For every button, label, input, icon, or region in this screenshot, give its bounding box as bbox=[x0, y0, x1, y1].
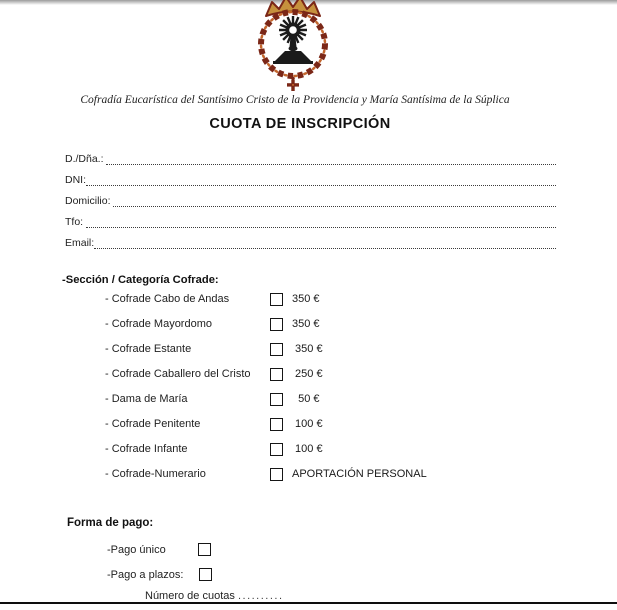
category-price: APORTACIÓN PERSONAL bbox=[292, 468, 427, 480]
checkbox-caballero-del-cristo[interactable] bbox=[270, 368, 283, 381]
form-field-dni bbox=[65, 173, 556, 187]
checkbox-penitente[interactable] bbox=[270, 418, 283, 431]
checkbox-estante[interactable] bbox=[270, 343, 283, 356]
dni-input-line[interactable] bbox=[86, 184, 556, 186]
email-input-line[interactable] bbox=[94, 247, 556, 249]
field-label-tfo: Tfo: bbox=[65, 216, 87, 228]
domicilio-input-line[interactable] bbox=[113, 205, 556, 207]
monstrance-icon bbox=[273, 16, 313, 64]
category-row bbox=[0, 367, 617, 383]
payment-heading: Forma de pago: bbox=[67, 517, 154, 529]
payment-option-row bbox=[0, 543, 617, 559]
category-label: - Cofrade Cabo de Andas bbox=[105, 293, 230, 305]
category-row bbox=[0, 342, 617, 358]
form-field-email bbox=[65, 236, 556, 250]
name-input-line[interactable] bbox=[106, 163, 556, 165]
installments-label: Número de cuotas bbox=[145, 590, 235, 602]
field-label-domicilio: Domicilio: bbox=[65, 195, 114, 207]
checkbox-pago-a-plazos[interactable] bbox=[199, 568, 212, 581]
installments-row bbox=[145, 590, 284, 602]
checkbox-infante[interactable] bbox=[270, 443, 283, 456]
payment-option-row bbox=[0, 568, 617, 584]
category-label: - Cofrade Caballero del Cristo bbox=[105, 368, 251, 380]
numero-de-cuotas-input-line[interactable]: .......... bbox=[237, 590, 284, 602]
checkbox-dama-de-maria[interactable] bbox=[270, 393, 283, 406]
category-price: 50 € bbox=[292, 393, 320, 405]
checkbox-cabo-de-andas[interactable] bbox=[270, 293, 283, 306]
category-price: 100 € bbox=[292, 443, 323, 455]
payment-option-label: -Pago a plazos: bbox=[107, 569, 184, 581]
category-row bbox=[0, 417, 617, 433]
page-bottom-border bbox=[0, 602, 617, 604]
category-price: 250 € bbox=[292, 368, 323, 380]
category-label: - Cofrade Penitente bbox=[105, 418, 201, 430]
form-field-domicilio bbox=[65, 194, 556, 208]
field-label-name: D./Dña.: bbox=[65, 153, 107, 165]
checkbox-pago-unico[interactable] bbox=[198, 543, 211, 556]
category-row bbox=[0, 467, 617, 483]
category-row bbox=[0, 392, 617, 408]
category-label: - Cofrade Mayordomo bbox=[105, 318, 212, 330]
page-title: CUOTA DE INSCRIPCIÓN bbox=[209, 116, 391, 132]
form-field-tfo bbox=[65, 215, 556, 229]
cofradia-emblem-logo bbox=[243, 0, 343, 94]
category-row bbox=[0, 292, 617, 308]
cross-pendant-icon bbox=[287, 77, 299, 91]
category-row bbox=[0, 442, 617, 458]
field-label-email: Email: bbox=[65, 237, 95, 249]
category-label: - Dama de María bbox=[105, 393, 188, 405]
organization-name: Cofradía Eucarística del Santísimo Cristo de la Providencia y María Santísima de la Súplica bbox=[80, 94, 510, 106]
tfo-input-line[interactable] bbox=[86, 226, 556, 228]
category-price: 350 € bbox=[292, 343, 323, 355]
category-label: - Cofrade Estante bbox=[105, 343, 192, 355]
checkbox-numerario[interactable] bbox=[270, 468, 283, 481]
category-price: 350 € bbox=[292, 293, 320, 305]
field-label-dni: DNI: bbox=[65, 174, 86, 186]
payment-option-label: -Pago único bbox=[107, 544, 166, 556]
form-field-name bbox=[65, 152, 556, 166]
category-label: - Cofrade-Numerario bbox=[105, 468, 206, 480]
category-row bbox=[0, 317, 617, 333]
category-price: 100 € bbox=[292, 418, 323, 430]
checkbox-mayordomo[interactable] bbox=[270, 318, 283, 331]
category-price: 350 € bbox=[292, 318, 320, 330]
section-heading: -Sección / Categoría Cofrade: bbox=[62, 274, 219, 286]
category-label: - Cofrade Infante bbox=[105, 443, 188, 455]
